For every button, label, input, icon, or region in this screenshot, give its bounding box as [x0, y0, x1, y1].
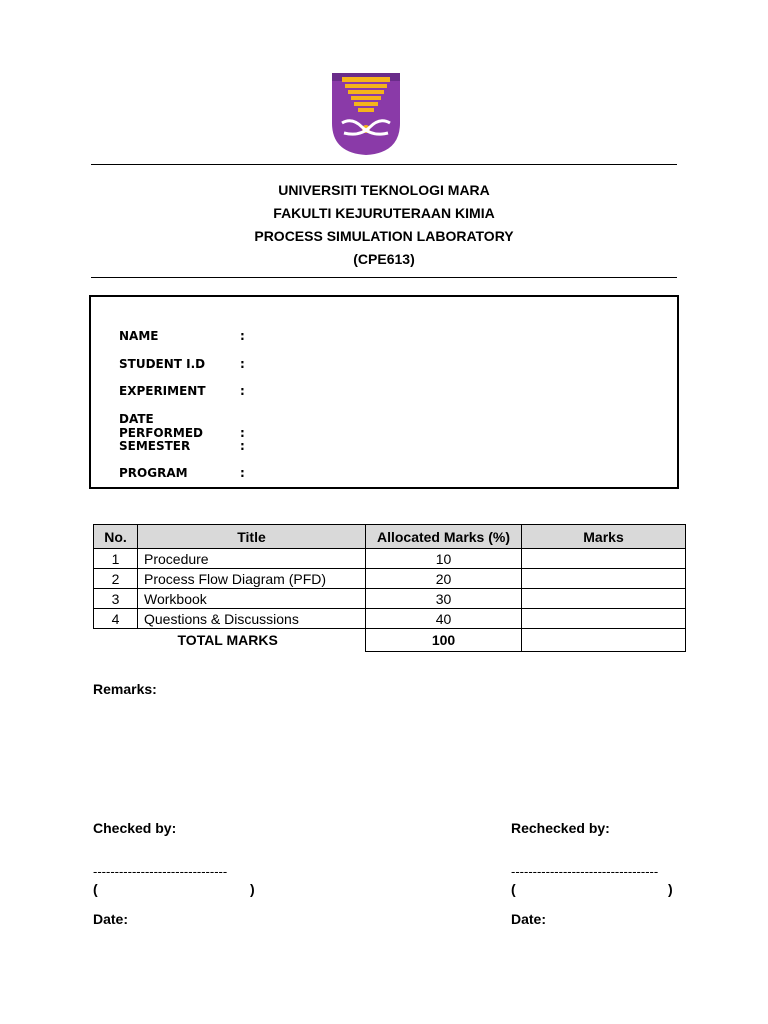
rechecked-signature-line: ----------------------------------: [511, 864, 659, 879]
bottom-divider: [91, 277, 677, 278]
total-marks[interactable]: [522, 629, 686, 652]
row-allocated: 10: [366, 549, 522, 569]
rechecked-paren-open: (: [511, 881, 516, 897]
header-title: Title: [138, 525, 366, 549]
row-marks[interactable]: [522, 569, 686, 589]
faculty-name: FAKULTI KEJURUTERAAN KIMIA: [273, 205, 495, 221]
checked-signature-line: -------------------------------: [93, 864, 228, 879]
header-marks: Marks: [522, 525, 686, 549]
marks-table: [93, 524, 686, 652]
total-row: [94, 629, 686, 652]
row-title: Procedure: [138, 549, 366, 569]
table-header-row: [94, 525, 686, 549]
info-row-experiment: EXPERIMENT :: [119, 384, 245, 398]
row-no: 4: [94, 609, 138, 629]
row-allocated: 30: [366, 589, 522, 609]
row-title: Process Flow Diagram (PFD): [138, 569, 366, 589]
header-no: No.: [94, 525, 138, 549]
info-label: EXPERIMENT: [119, 384, 206, 398]
table-row: [94, 609, 686, 629]
info-label: DATE PERFORMED: [119, 412, 203, 440]
rechecked-date-label: Date:: [511, 911, 547, 927]
checked-paren-open: (: [93, 881, 98, 897]
info-row-semester: SEMESTER :: [119, 439, 245, 453]
total-value: 100: [366, 629, 522, 652]
rechecked-by-label: Rechecked by:: [511, 820, 610, 836]
info-label: PROGRAM: [119, 466, 188, 480]
row-marks[interactable]: [522, 549, 686, 569]
row-allocated: 20: [366, 569, 522, 589]
row-marks[interactable]: [522, 609, 686, 629]
info-row-student-id: STUDENT I.D :: [119, 357, 245, 371]
row-allocated: 40: [366, 609, 522, 629]
info-row-name: NAME :: [119, 329, 245, 343]
row-no: 3: [94, 589, 138, 609]
table-row: [94, 589, 686, 609]
rechecked-paren-close: ): [668, 881, 673, 897]
checked-date-label: Date:: [93, 911, 129, 927]
info-row-date-performed: DATE PERFORMED :: [119, 412, 245, 440]
checked-by-label: Checked by:: [93, 820, 177, 836]
info-label: SEMESTER: [119, 439, 191, 453]
checked-paren-close: ): [250, 881, 255, 897]
info-row-program: PROGRAM :: [119, 466, 245, 480]
table-row: [94, 569, 686, 589]
row-marks[interactable]: [522, 589, 686, 609]
row-title: Questions & Discussions: [138, 609, 366, 629]
row-no: 1: [94, 549, 138, 569]
top-divider: [91, 164, 677, 165]
lab-name: PROCESS SIMULATION LABORATORY: [254, 228, 514, 244]
info-label: STUDENT I.D: [119, 357, 206, 371]
university-name: UNIVERSITI TEKNOLOGI MARA: [278, 182, 490, 198]
uitm-crest-icon: [332, 73, 400, 155]
table-row: [94, 549, 686, 569]
total-label: TOTAL MARKS: [177, 632, 278, 649]
header-allocated: Allocated Marks (%): [366, 525, 522, 549]
info-label: NAME: [119, 329, 159, 343]
row-title: Workbook: [138, 589, 366, 609]
student-info-box: [89, 295, 679, 489]
course-code: (CPE613): [353, 251, 415, 267]
row-no: 2: [94, 569, 138, 589]
remarks-label: Remarks:: [93, 681, 157, 697]
